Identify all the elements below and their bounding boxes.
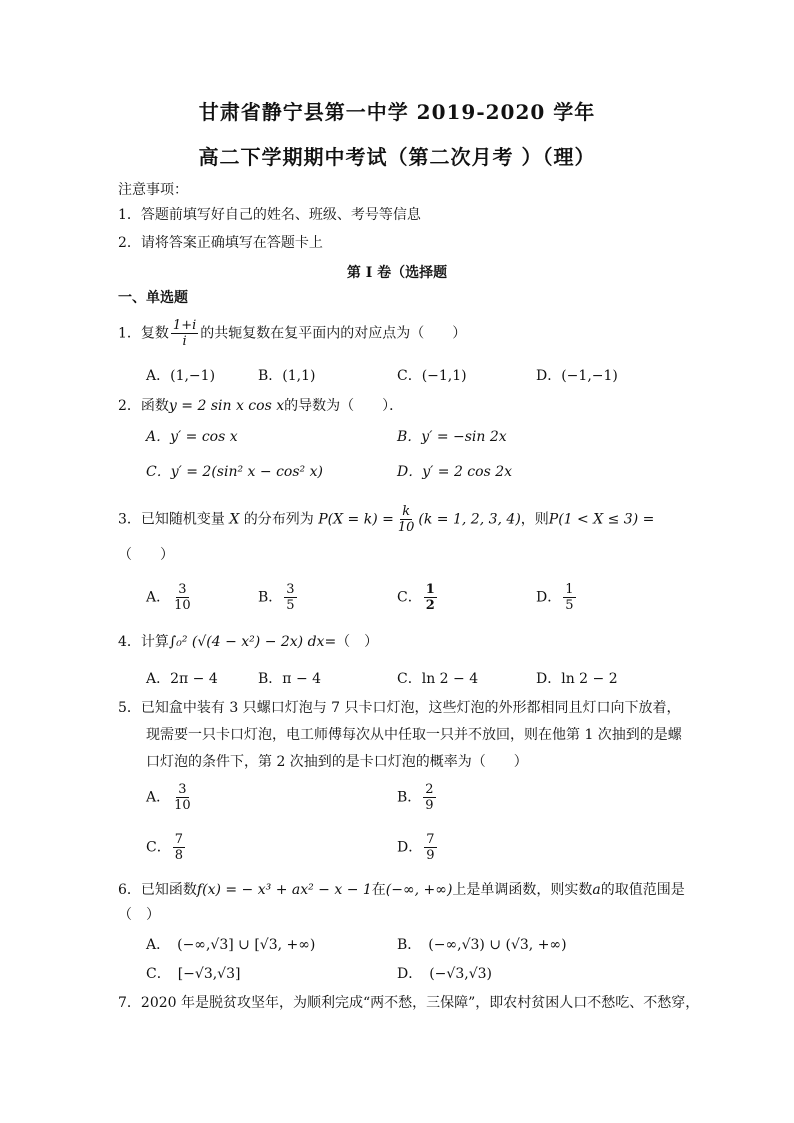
q5-option-b-num: 2: [425, 782, 434, 797]
q1-option-d: D．(−1,−1): [536, 368, 618, 384]
q4-option-d: D．ln 2 − 2: [536, 671, 618, 687]
q3-option-c-label: C．: [397, 589, 422, 606]
q3-option-b-label: B．: [258, 589, 283, 606]
q4-option-c: C．ln 2 − 4: [397, 671, 479, 687]
q3-option-a-num: 3: [178, 582, 187, 597]
q3-option-b-num: 3: [286, 582, 295, 597]
q3-option-b: [258, 582, 299, 613]
q3-option-c: [397, 582, 439, 613]
q1-prefix: 1．复数: [118, 325, 169, 342]
question-3: [118, 504, 654, 535]
q5-option-d-num: 7: [426, 832, 435, 847]
q2-option-a: A．y′ = cos x: [146, 429, 238, 445]
q3-option-d-den: 5: [565, 598, 574, 613]
notes-item-2: 2．请将答案正确填写在答题卡上: [118, 235, 323, 251]
question-5-line-2: 现需要一只卡口灯泡，电工师傅每次从中任取一只并不放回，则在他第 1 次抽到的是螺: [146, 727, 682, 743]
q3-option-a-den: 10: [174, 598, 191, 613]
q5-option-d-den: 9: [426, 848, 435, 863]
q6-expr: f(x) = − x³ + ax² − x − 1: [196, 882, 372, 898]
q2-option-d: D．y′ = 2 cos 2x: [397, 464, 513, 480]
question-5-line-1: 5．已知盒中装有 3 只螺口灯泡与 7 只卡口灯泡，这些灯泡的外形都相同且灯口向下放着，: [118, 700, 681, 716]
q5-option-b-label: B．: [397, 789, 422, 806]
q3-option-d: [536, 582, 578, 613]
q3-var: X: [229, 511, 240, 528]
question-2: [118, 396, 403, 416]
q2-expr: y = 2 sin x cos x: [168, 398, 285, 414]
q3-mid: 的分布列为: [243, 511, 314, 528]
q2-prefix: 2．函数: [118, 398, 169, 414]
q6-option-c: C． [−√3,√3]: [146, 966, 241, 982]
q5-option-c: [146, 832, 187, 863]
q3-expr-right: (k = 1, 2, 3, 4): [418, 511, 521, 528]
q6-end: 的取值范围是: [600, 882, 685, 898]
q2-option-c: C．y′ = 2(sin² x − cos² x): [146, 464, 323, 480]
q3-option-a-label: A．: [146, 589, 171, 606]
q5-option-a-num: 3: [178, 782, 187, 797]
q1-frac-num: 1+i: [172, 318, 197, 333]
q6-interval: (−∞, +∞): [385, 882, 453, 898]
q5-option-a-label: A．: [146, 789, 171, 806]
q3-option-d-frac: [563, 582, 575, 613]
q1-option-b: B．(1,1): [258, 368, 316, 384]
notes-heading: 注意事项：: [118, 182, 188, 198]
q3-expr-left: P(X = k) =: [318, 511, 394, 528]
q5-option-b-frac: [423, 782, 435, 813]
q5-option-c-den: 8: [174, 848, 183, 863]
q5-option-c-frac: [173, 832, 185, 863]
q1-option-a: A．(1,−1): [146, 368, 216, 384]
q5-option-c-label: C．: [146, 839, 171, 856]
q5-option-a-den: 10: [174, 798, 191, 813]
notes-item-1: 1．答题前填写好自己的姓名、班级、考号等信息: [118, 207, 421, 223]
q4-suffix: =（ ）: [324, 634, 379, 650]
question-7-line-1: 7．2020 年是脱贫攻坚年，为顺利完成“两不愁，三保障”，即农村贫困人口不愁吃、不愁穿，: [118, 995, 700, 1011]
question-4: [118, 632, 378, 652]
q4-option-b: B．π − 4: [258, 671, 322, 687]
q6-var: a: [592, 882, 601, 898]
question-1: [118, 318, 466, 349]
q6-prefix: 6．已知函数: [118, 882, 197, 898]
question-6: [118, 880, 685, 900]
q1-suffix: 的共轭复数在复平面内的对应点为（ ）: [200, 325, 467, 342]
q3-option-c-num: 1: [425, 582, 435, 597]
part-heading: 一、单选题: [118, 290, 188, 306]
q2-option-b: B．y′ = −sin 2x: [397, 429, 507, 445]
q5-option-a: [146, 782, 195, 813]
section-title: 第 I 卷（选择题: [346, 265, 448, 281]
q5-option-d-frac: [424, 832, 436, 863]
q3-then: ，则: [520, 511, 549, 528]
q1-frac-den: i: [182, 334, 187, 349]
q3-option-b-frac: [284, 582, 296, 613]
q6-suffix: 上是单调函数，则实数: [452, 882, 593, 898]
q3-fraction: [396, 504, 417, 535]
q5-option-b-den: 9: [425, 798, 434, 813]
q3-expr-ask: P(1 < X ≤ 3) =: [548, 511, 655, 528]
q6-option-a: A． (−∞,√3] ∪ [√3, +∞): [146, 937, 316, 953]
q4-option-a: A．2π − 4: [146, 671, 218, 687]
q3-frac-den: 10: [397, 520, 415, 535]
q5-option-a-frac: [172, 782, 193, 813]
q4-prefix: 4．计算: [118, 634, 169, 650]
exam-title-line2: 高二下学期期中考试（第二次月考 ）（理）: [198, 145, 596, 169]
question-5-line-3: 口灯泡的条件下，第 2 次抽到的是卡口灯泡的概率为（ ）: [146, 754, 528, 770]
q5-option-b: [397, 782, 438, 813]
q5-option-d: [397, 832, 439, 863]
q3-frac-num: k: [402, 504, 411, 519]
q6-answer-paren: （ ）: [118, 907, 160, 923]
q3-prefix: 3．已知随机变量: [118, 511, 225, 528]
q5-option-d-label: D．: [397, 839, 423, 856]
q6-option-b: B． (−∞,√3) ∪ (√3, +∞): [397, 937, 567, 953]
q6-mid: 在: [371, 882, 386, 898]
q3-option-a-frac: [172, 582, 193, 613]
q4-integral: ∫₀² (√(4 − x²) − 2x) dx: [168, 634, 325, 650]
q5-option-c-num: 7: [174, 832, 183, 847]
q3-option-c-den: 2: [425, 598, 435, 613]
q3-answer-paren: （ ）: [118, 547, 174, 563]
q3-option-b-den: 5: [286, 598, 295, 613]
q3-option-d-num: 1: [565, 582, 574, 597]
q3-option-d-label: D．: [536, 589, 562, 606]
q1-fraction: [171, 318, 198, 349]
q1-option-c: C．(−1,1): [397, 368, 467, 384]
q3-option-c-frac: [424, 582, 437, 613]
q6-option-d: D． (−√3,√3): [397, 966, 492, 982]
q2-suffix: 的导数为（ ）．: [284, 398, 404, 414]
exam-title-line1: 甘肃省静宁县第一中学 2019-2020 学年: [198, 100, 596, 124]
q3-option-a: [146, 582, 195, 613]
